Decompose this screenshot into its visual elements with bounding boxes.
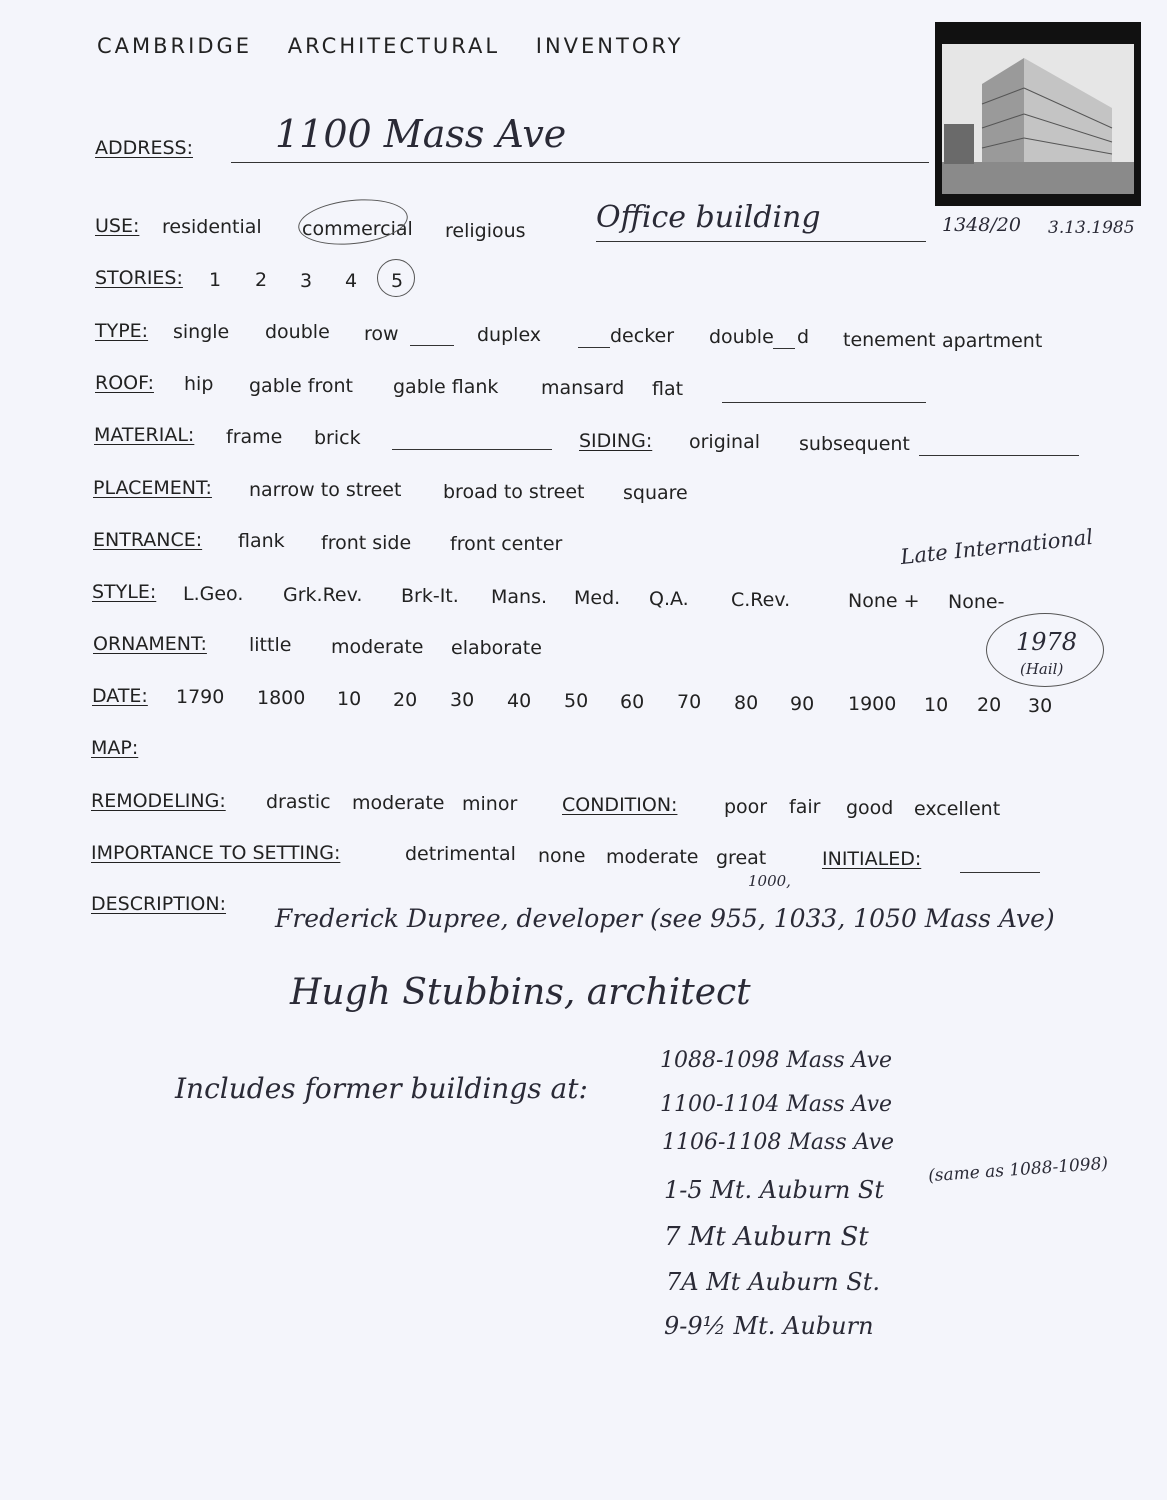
date-option: 50 [564, 690, 589, 712]
description-label: DESCRIPTION: [91, 893, 227, 915]
initialed-line [960, 872, 1040, 873]
building-photo [935, 22, 1141, 206]
siding-option: subsequent [799, 433, 910, 455]
date-option: 1900 [848, 693, 897, 715]
photo-ref-note: 1348/20 [942, 214, 1021, 236]
material-option: brick [314, 427, 361, 449]
date-option: 10 [337, 688, 362, 710]
siding-blank-line [919, 455, 1079, 456]
stories-option: 3 [300, 270, 313, 292]
photo-date-note: 3.13.1985 [1048, 218, 1135, 238]
condition-option: excellent [914, 798, 1001, 820]
description-developer: Frederick Dupree, developer (see 955, 1033, 1050 Mass Ave) [275, 904, 1055, 933]
address-value: 1100 Mass Ave [275, 112, 567, 156]
date-option: 1800 [257, 687, 306, 709]
style-option: Mans. [491, 586, 548, 608]
address-line [231, 162, 929, 163]
type-option: d [797, 326, 810, 348]
date-option: 10 [924, 694, 949, 716]
use-option-residential: residential [162, 216, 262, 238]
former-address: 1088-1098 Mass Ave [660, 1048, 893, 1073]
placement-option: square [623, 482, 688, 504]
entrance-option: front center [450, 533, 563, 555]
importance-option: none [538, 845, 586, 867]
ornament-option: elaborate [451, 637, 542, 659]
type-option: single [173, 321, 230, 343]
importance-option: detrimental [405, 843, 516, 865]
former-address: 9-9½ Mt. Auburn [664, 1312, 874, 1340]
former-address: 1106-1108 Mass Ave [662, 1130, 895, 1155]
date-option: 70 [677, 691, 702, 713]
style-option: C.Rev. [731, 589, 791, 611]
use-line [596, 241, 926, 242]
stories-option: 2 [255, 269, 268, 291]
use-value: Office building [596, 200, 821, 235]
date-handwritten-year: 1978 [1016, 628, 1078, 656]
type-option: row [364, 323, 399, 345]
stories-option: 4 [345, 270, 358, 292]
placement-option: narrow to street [249, 479, 402, 501]
stories-option-selected: 5 [391, 270, 404, 292]
roof-option: mansard [541, 377, 625, 399]
initialed-label: INITIALED: [822, 848, 922, 870]
description-architect: Hugh Stubbins, architect [290, 972, 751, 1013]
roof-option: gable flank [393, 376, 499, 398]
office-building-illustration [942, 44, 1134, 194]
roof-option: hip [184, 373, 214, 395]
style-option: Med. [574, 587, 621, 609]
date-option: 80 [734, 692, 759, 714]
stories-circle-mark [377, 259, 415, 297]
date-option: 90 [790, 693, 815, 715]
material-label: MATERIAL: [94, 424, 195, 446]
condition-option: poor [724, 796, 768, 818]
description-includes: Includes former buildings at: [175, 1072, 588, 1105]
roof-option: gable front [249, 375, 353, 397]
date-handwritten-note: (Hail) [1020, 660, 1064, 678]
entrance-option: flank [238, 530, 285, 552]
date-option: 1790 [176, 686, 225, 708]
former-address: 1100-1104 Mass Ave [660, 1092, 893, 1117]
condition-label: CONDITION: [562, 794, 678, 816]
remodeling-option: drastic [266, 791, 331, 813]
style-option: L.Geo. [183, 583, 244, 605]
address-label: ADDRESS: [95, 137, 193, 159]
style-handwritten: Late International [899, 524, 1095, 570]
former-address: 1-5 Mt. Auburn St [664, 1176, 885, 1204]
type-blank-line [773, 348, 795, 349]
style-option: None + [848, 590, 920, 612]
use-option-religious: religious [445, 220, 526, 242]
date-option: 30 [450, 689, 475, 711]
type-label: TYPE: [95, 320, 149, 342]
type-option: decker [610, 325, 675, 347]
type-option: double [709, 326, 774, 348]
type-option: apartment [942, 330, 1043, 352]
title-word: CAMBRIDGE [97, 34, 253, 58]
date-option: 40 [507, 690, 532, 712]
entrance-option: front side [321, 532, 412, 554]
date-option: 20 [393, 689, 418, 711]
condition-option: good [846, 797, 894, 819]
title-word: ARCHITECTURAL [287, 34, 501, 58]
type-option: duplex [477, 324, 542, 346]
building-photo-image [942, 44, 1134, 194]
stories-label: STORIES: [95, 267, 183, 289]
type-blank-line [578, 347, 610, 348]
style-option: Brk-It. [401, 585, 459, 607]
remodeling-option: moderate [352, 792, 445, 814]
condition-option: fair [789, 796, 821, 818]
siding-label: SIDING: [579, 430, 653, 452]
stories-option: 1 [209, 269, 222, 291]
roof-blank-line [722, 402, 926, 403]
form-title [97, 34, 709, 58]
type-option: double [265, 321, 330, 343]
importance-option: great [716, 847, 767, 869]
style-option: Grk.Rev. [283, 584, 363, 606]
style-option: Q.A. [649, 588, 689, 610]
type-option: tenement [843, 329, 936, 351]
date-label: DATE: [92, 685, 148, 707]
former-address: 7A Mt Auburn St. [666, 1268, 880, 1296]
former-address: 7 Mt Auburn St [664, 1222, 869, 1252]
roof-label: ROOF: [95, 372, 154, 394]
remodeling-option: minor [462, 793, 518, 815]
date-option: 30 [1028, 695, 1053, 717]
date-option: 60 [620, 691, 645, 713]
placement-option: broad to street [443, 481, 585, 503]
material-option: frame [226, 426, 283, 448]
description-insert: 1000, [748, 872, 791, 890]
importance-option: moderate [606, 846, 699, 868]
importance-label: IMPORTANCE TO SETTING: [91, 842, 341, 864]
former-address-note: (same as 1088-1098) [927, 1153, 1109, 1187]
style-option: None- [948, 591, 1005, 613]
style-label: STYLE: [92, 581, 157, 603]
map-label: MAP: [91, 737, 139, 759]
siding-option: original [689, 431, 761, 453]
roof-option: flat [652, 378, 684, 400]
use-label: USE: [95, 215, 140, 237]
entrance-label: ENTRANCE: [93, 529, 203, 551]
material-blank-line [392, 449, 552, 450]
ornament-option: moderate [331, 636, 424, 658]
commercial-circle-mark [296, 194, 410, 249]
placement-label: PLACEMENT: [93, 477, 212, 499]
ornament-label: ORNAMENT: [93, 633, 207, 655]
remodeling-label: REMODELING: [91, 790, 226, 812]
type-blank-line [410, 345, 454, 346]
title-word: INVENTORY [535, 34, 684, 58]
ornament-option: little [249, 634, 292, 656]
use-option-commercial: commercial [302, 218, 413, 240]
date-option: 20 [977, 694, 1002, 716]
